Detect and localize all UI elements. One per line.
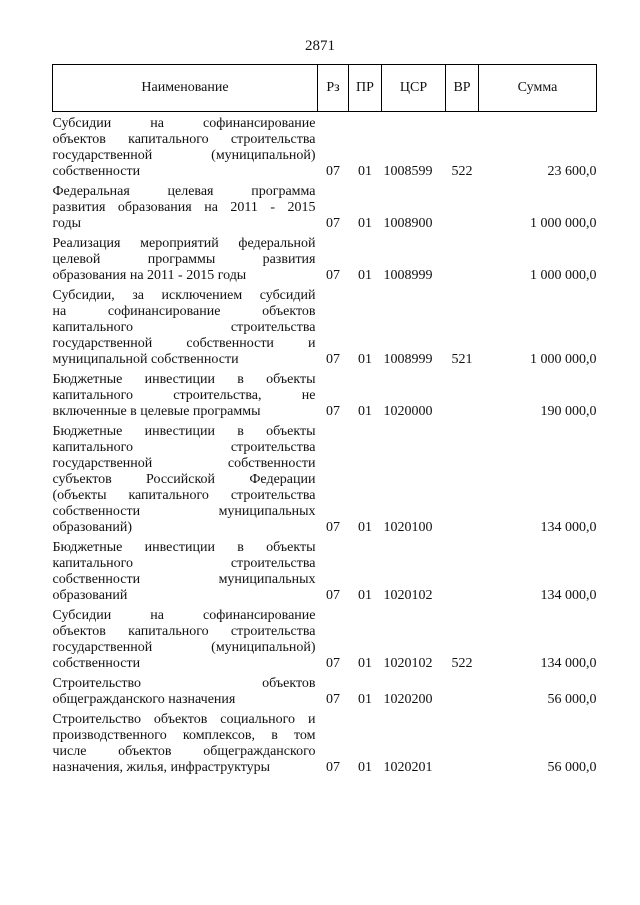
row-name: Строительство объектов общегражданского назначения [52, 676, 316, 707]
header-rz: Рз [318, 65, 349, 112]
row-vr [446, 540, 479, 608]
table-row [53, 424, 597, 540]
table-row [53, 288, 597, 372]
row-sum: 56 000,0 [547, 692, 597, 707]
row-name: Федеральная целевая программа развития образования на 2011 - 2015 годы [52, 184, 316, 231]
row-rz: 07 [326, 656, 340, 671]
row-csr: 1020100 [383, 520, 433, 535]
row-sum: 190 000,0 [540, 404, 597, 419]
table-row [53, 236, 597, 288]
table-row [53, 712, 597, 780]
row-sum: 1 000 000,0 [530, 216, 597, 231]
row-rz: 07 [326, 352, 340, 367]
row-pr: 01 [358, 164, 372, 179]
row-name: Строительство объектов социального и производственного комплексов, в том числе объектов общегражданского назначения, жилья, инфраструктуры [52, 712, 316, 775]
row-vr [446, 184, 479, 236]
row-vr [446, 424, 479, 540]
row-pr: 01 [358, 692, 372, 707]
row-sum: 134 000,0 [540, 656, 597, 671]
header-vr: ВР [446, 65, 479, 112]
row-pr: 01 [358, 404, 372, 419]
row-sum: 1 000 000,0 [530, 268, 597, 283]
row-vr: 521 [451, 352, 473, 367]
row-sum: 56 000,0 [547, 760, 597, 775]
row-rz: 07 [326, 164, 340, 179]
row-name: Реализация мероприятий федеральной целевой программы развития образования на 2011 - 2015 годы [52, 236, 316, 283]
row-name: Бюджетные инвестиции в объекты капитального строительства, не включенные в целевые программы [52, 372, 316, 419]
row-csr: 1008999 [383, 268, 433, 283]
row-rz: 07 [326, 216, 340, 231]
table-row [53, 608, 597, 676]
row-sum: 23 600,0 [547, 164, 597, 179]
row-csr: 1020102 [383, 588, 433, 603]
row-rz: 07 [326, 268, 340, 283]
budget-table [52, 64, 597, 780]
row-name: Бюджетные инвестиции в объекты капитального строительства собственности муниципальных образований [52, 540, 316, 603]
row-sum: 1 000 000,0 [530, 352, 597, 367]
table-row [53, 184, 597, 236]
row-name: Субсидии, за исключением субсидий на софинансирование объектов капитального строительства государственной собственности и муниципальной собственности [52, 288, 316, 367]
row-name: Бюджетные инвестиции в объекты капитального строительства государственной собственности субъектов Российской Федерации (объекты капитального строительства собственности муниципальных образований) [52, 424, 316, 535]
row-vr: 522 [451, 164, 473, 179]
row-pr: 01 [358, 268, 372, 283]
row-name: Субсидии на софинансирование объектов капитального строительства государственной (муниципальной) собственности [52, 608, 316, 671]
row-rz: 07 [326, 760, 340, 775]
row-pr: 01 [358, 760, 372, 775]
header-pr: ПР [349, 65, 382, 112]
row-pr: 01 [358, 520, 372, 535]
row-csr: 1020102 [383, 656, 433, 671]
row-pr: 01 [358, 352, 372, 367]
row-vr [446, 712, 479, 780]
row-csr: 1020201 [383, 760, 433, 775]
row-rz: 07 [326, 520, 340, 535]
page-number: 2871 [305, 38, 335, 54]
row-sum: 134 000,0 [540, 588, 597, 603]
row-sum: 134 000,0 [540, 520, 597, 535]
row-name: Субсидии на софинансирование объектов капитального строительства государственной (муниципальной) собственности [52, 116, 316, 179]
row-csr: 1020000 [383, 404, 433, 419]
row-csr: 1020200 [383, 692, 433, 707]
table-row [53, 112, 597, 185]
row-vr [446, 236, 479, 288]
table-header-row [53, 65, 597, 112]
row-rz: 07 [326, 404, 340, 419]
row-pr: 01 [358, 588, 372, 603]
row-pr: 01 [358, 656, 372, 671]
header-name: Наименование [53, 65, 318, 112]
row-vr [446, 676, 479, 712]
table-row [53, 372, 597, 424]
row-vr: 522 [451, 656, 473, 671]
row-csr: 1008999 [383, 352, 433, 367]
row-csr: 1008900 [383, 216, 433, 231]
row-pr: 01 [358, 216, 372, 231]
row-vr [446, 372, 479, 424]
header-csr: ЦСР [382, 65, 446, 112]
header-sum: Сумма [479, 65, 597, 112]
row-rz: 07 [326, 588, 340, 603]
table-row [53, 540, 597, 608]
table-row [53, 676, 597, 712]
row-rz: 07 [326, 692, 340, 707]
row-csr: 1008599 [383, 164, 433, 179]
